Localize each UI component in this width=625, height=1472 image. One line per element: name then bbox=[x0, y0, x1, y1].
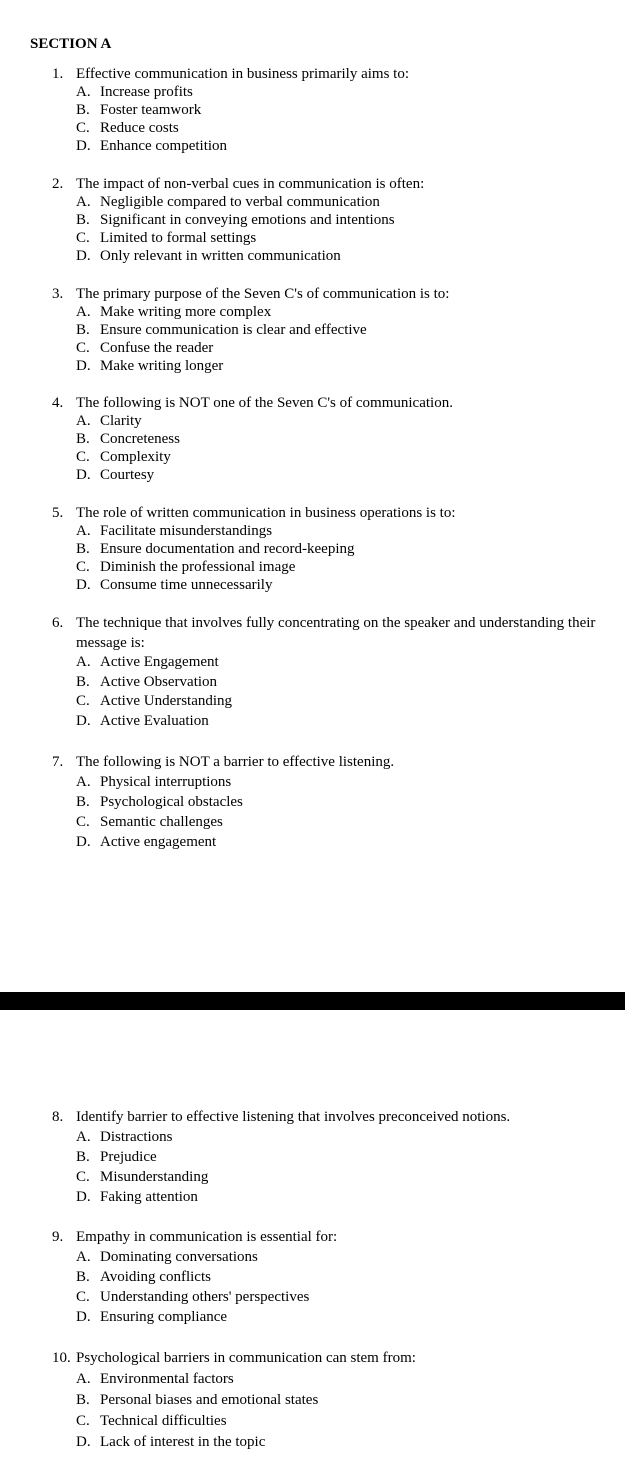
option-text: Only relevant in written communication bbox=[100, 248, 341, 264]
option-letter: C. bbox=[76, 230, 90, 246]
question-number: 2. bbox=[52, 176, 64, 192]
option-text: Lack of interest in the topic bbox=[100, 1434, 266, 1450]
section-title: SECTION A bbox=[30, 36, 112, 52]
option-text: Negligible compared to verbal communication bbox=[100, 194, 380, 210]
question-text: The technique that involves fully concentrating on the speaker and understanding their message is: bbox=[76, 615, 596, 651]
option-letter: B. bbox=[76, 1269, 90, 1285]
option-text: Diminish the professional image bbox=[100, 559, 296, 575]
option-d bbox=[76, 1307, 612, 1327]
option-d bbox=[76, 466, 612, 484]
option-letter: A. bbox=[76, 84, 91, 100]
option-letter: C. bbox=[76, 1413, 90, 1429]
question-1 bbox=[52, 65, 612, 155]
option-text: Active Engagement bbox=[100, 654, 219, 670]
option-letter: C. bbox=[76, 449, 90, 465]
option-text: Ensure documentation and record-keeping bbox=[100, 541, 355, 557]
question-number: 8. bbox=[52, 1109, 64, 1125]
option-c bbox=[76, 229, 612, 247]
question-text: The role of written communication in business operations is to: bbox=[76, 505, 456, 521]
option-c bbox=[76, 1411, 612, 1432]
option-text: Limited to formal settings bbox=[100, 230, 257, 246]
option-c bbox=[76, 692, 612, 712]
option-c bbox=[76, 119, 612, 137]
question-text: Identify barrier to effective listening that involves preconceived notions. bbox=[76, 1109, 511, 1125]
question-number: 6. bbox=[52, 615, 64, 631]
option-letter: B. bbox=[76, 212, 90, 228]
option-letter: B. bbox=[76, 1149, 90, 1165]
option-letter: B. bbox=[76, 794, 90, 810]
option-text: Semantic challenges bbox=[100, 814, 223, 830]
option-letter: B. bbox=[76, 322, 90, 338]
question-text: Psychological barriers in communication can stem from: bbox=[76, 1350, 416, 1366]
option-a bbox=[76, 522, 612, 540]
option-d bbox=[76, 357, 612, 375]
option-text: Enhance competition bbox=[100, 138, 228, 154]
option-letter: B. bbox=[76, 1392, 90, 1408]
option-text: Ensuring compliance bbox=[100, 1309, 228, 1325]
option-a bbox=[76, 83, 612, 101]
question-number: 7. bbox=[52, 754, 64, 770]
option-a bbox=[76, 1127, 612, 1147]
option-letter: D. bbox=[76, 138, 91, 154]
option-text: Courtesy bbox=[100, 467, 155, 483]
option-d bbox=[76, 712, 612, 732]
option-b bbox=[76, 1267, 612, 1287]
option-d bbox=[76, 1432, 612, 1453]
option-letter: D. bbox=[76, 467, 91, 483]
option-letter: C. bbox=[76, 693, 90, 709]
question-text: The following is NOT a barrier to effective listening. bbox=[76, 754, 395, 770]
option-text: Active Evaluation bbox=[100, 712, 209, 729]
option-letter: D. bbox=[76, 358, 91, 374]
option-letter: A. bbox=[76, 304, 91, 320]
option-text: Personal biases and emotional states bbox=[100, 1392, 319, 1408]
option-b bbox=[76, 1147, 612, 1167]
option-text: Make writing longer bbox=[100, 358, 224, 374]
option-text: Reduce costs bbox=[100, 120, 179, 136]
option-text: Foster teamwork bbox=[100, 102, 202, 118]
question-text: Effective communication in business primarily aims to: bbox=[76, 66, 409, 82]
option-text: Environmental factors bbox=[100, 1371, 234, 1387]
option-letter: C. bbox=[76, 1169, 90, 1185]
question-text: The impact of non-verbal cues in communication is often: bbox=[76, 176, 425, 192]
option-letter: A. bbox=[76, 194, 91, 210]
option-text: Misunderstanding bbox=[100, 1169, 209, 1185]
question-number: 9. bbox=[52, 1229, 64, 1245]
option-letter: B. bbox=[76, 673, 90, 690]
option-letter: A. bbox=[76, 413, 91, 429]
option-letter: D. bbox=[76, 712, 91, 729]
option-letter: A. bbox=[76, 523, 91, 539]
option-text: Significant in conveying emotions and intentions bbox=[100, 212, 395, 228]
option-d bbox=[76, 576, 612, 594]
option-c bbox=[76, 339, 612, 357]
option-b bbox=[76, 673, 612, 693]
question-5 bbox=[52, 504, 612, 594]
option-letter: D. bbox=[76, 1189, 91, 1205]
option-text: Active Observation bbox=[100, 673, 218, 690]
option-text: Make writing more complex bbox=[100, 304, 272, 320]
option-b bbox=[76, 1390, 612, 1411]
question-number: 3. bbox=[52, 286, 64, 302]
question-9 bbox=[52, 1227, 612, 1327]
option-text: Ensure communication is clear and effective bbox=[100, 322, 367, 338]
option-text: Complexity bbox=[100, 449, 171, 465]
option-letter: C. bbox=[76, 814, 90, 830]
option-text: Facilitate misunderstandings bbox=[100, 523, 273, 539]
question-2 bbox=[52, 175, 612, 265]
option-letter: A. bbox=[76, 1129, 91, 1145]
option-letter: C. bbox=[76, 1289, 90, 1305]
option-letter: A. bbox=[76, 1371, 91, 1387]
option-c bbox=[76, 1287, 612, 1307]
question-3 bbox=[52, 285, 612, 375]
option-d bbox=[76, 137, 612, 155]
question-7 bbox=[52, 752, 612, 852]
question-number: 1. bbox=[52, 66, 64, 82]
option-d bbox=[76, 247, 612, 265]
page-divider bbox=[0, 992, 625, 1010]
question-text: The following is NOT one of the Seven C's of communication. bbox=[76, 395, 453, 411]
option-a bbox=[76, 1247, 612, 1267]
option-a bbox=[76, 193, 612, 211]
option-text: Avoiding conflicts bbox=[100, 1269, 211, 1285]
option-text: Consume time unnecessarily bbox=[100, 577, 273, 593]
option-text: Confuse the reader bbox=[100, 340, 214, 356]
option-c bbox=[76, 448, 612, 466]
option-c bbox=[76, 812, 612, 832]
option-text: Prejudice bbox=[100, 1149, 157, 1165]
option-letter: A. bbox=[76, 1249, 91, 1265]
option-b bbox=[76, 792, 612, 812]
option-b bbox=[76, 321, 612, 339]
question-number: 5. bbox=[52, 505, 64, 521]
option-text: Faking attention bbox=[100, 1189, 198, 1205]
option-letter: B. bbox=[76, 102, 90, 118]
question-text: Empathy in communication is essential for: bbox=[76, 1229, 338, 1245]
option-b bbox=[76, 430, 612, 448]
option-b bbox=[76, 540, 612, 558]
question-number: 10. bbox=[52, 1350, 71, 1366]
option-text: Increase profits bbox=[100, 84, 193, 100]
option-text: Psychological obstacles bbox=[100, 794, 243, 810]
option-text: Understanding others' perspectives bbox=[100, 1289, 310, 1305]
option-a bbox=[76, 772, 612, 792]
question-10 bbox=[52, 1348, 612, 1453]
option-text: Active engagement bbox=[100, 834, 217, 850]
option-letter: D. bbox=[76, 577, 91, 593]
option-letter: B. bbox=[76, 431, 90, 447]
option-a bbox=[76, 412, 612, 430]
question-text: The primary purpose of the Seven C's of communication is to: bbox=[76, 286, 450, 302]
option-text: Distractions bbox=[100, 1129, 173, 1145]
option-letter: C. bbox=[76, 559, 90, 575]
option-d bbox=[76, 832, 612, 852]
option-letter: C. bbox=[76, 340, 90, 356]
option-text: Technical difficulties bbox=[100, 1413, 227, 1429]
option-letter: B. bbox=[76, 541, 90, 557]
option-b bbox=[76, 101, 612, 119]
option-text: Active Understanding bbox=[100, 693, 233, 709]
option-text: Physical interruptions bbox=[100, 774, 232, 790]
option-letter: D. bbox=[76, 834, 91, 850]
option-a bbox=[76, 653, 612, 673]
option-c bbox=[76, 1167, 612, 1187]
option-b bbox=[76, 211, 612, 229]
option-letter: A. bbox=[76, 774, 91, 790]
option-text: Dominating conversations bbox=[100, 1249, 258, 1265]
option-letter: D. bbox=[76, 248, 91, 264]
option-text: Concreteness bbox=[100, 431, 180, 447]
question-4 bbox=[52, 394, 612, 484]
option-a bbox=[76, 303, 612, 321]
option-letter: D. bbox=[76, 1434, 91, 1450]
option-text: Clarity bbox=[100, 413, 142, 429]
option-d bbox=[76, 1187, 612, 1207]
question-8 bbox=[52, 1107, 612, 1207]
question-number: 4. bbox=[52, 395, 64, 411]
option-a bbox=[76, 1369, 612, 1390]
page-2 bbox=[0, 1010, 625, 1472]
question-6 bbox=[52, 614, 612, 731]
option-letter: A. bbox=[76, 654, 91, 670]
option-c bbox=[76, 558, 612, 576]
option-letter: D. bbox=[76, 1309, 91, 1325]
option-letter: C. bbox=[76, 120, 90, 136]
